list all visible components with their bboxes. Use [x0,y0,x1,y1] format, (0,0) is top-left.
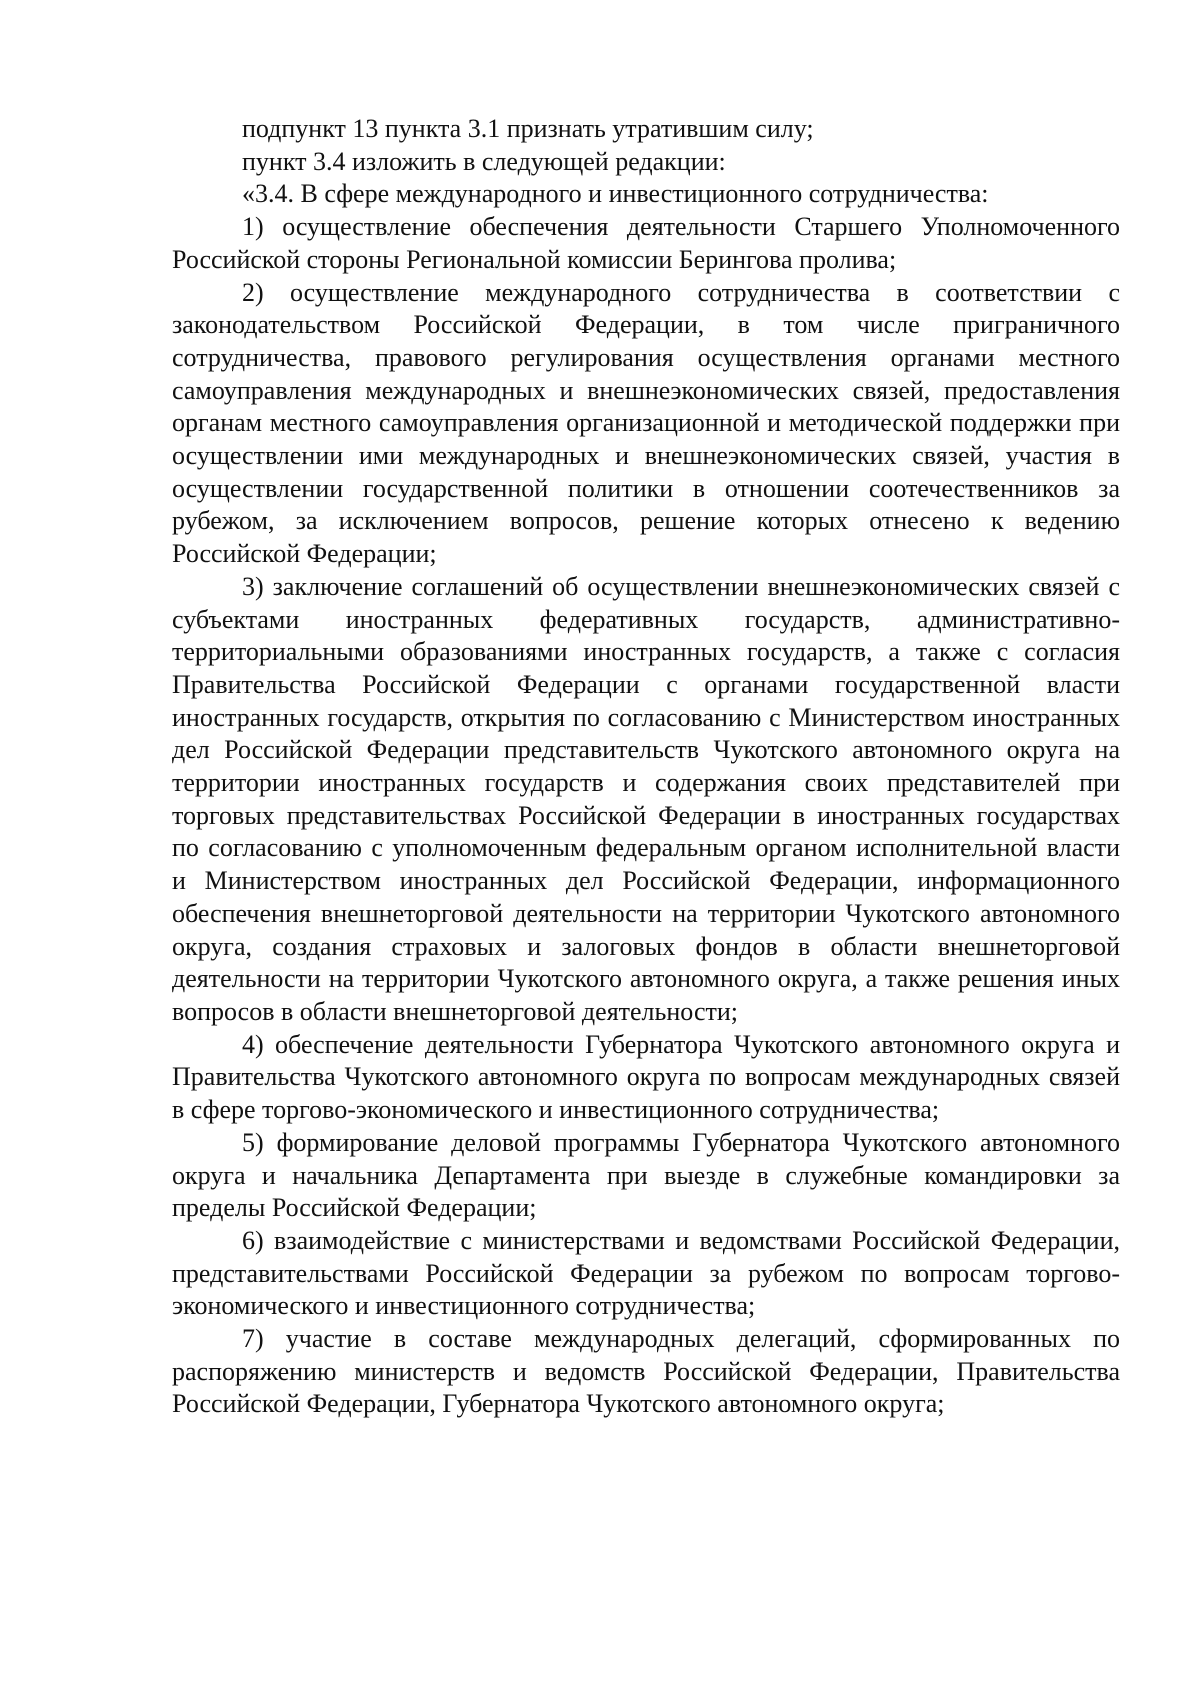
document-page [172,113,1120,1421]
list-item-7: 7) участие в составе международных делегаций, сформированных по распоряжению министерств и ведомств Российской Федерации, Правительства Российской Федерации, Губернатора Чукотского автономного округа; [172,1324,1120,1419]
list-item-5: 5) формирование деловой программы Губернатора Чукотского автономного округа и начальника Департамента при выезде в служебные командировки за пределы Российской Федерации; [172,1127,1120,1223]
list-item-4: 4) обеспечение деятельности Губернатора Чукотского автономного округа и Правительства Чукотского автономного округа по вопросам международных связей в сфере торгово-экономического и инвестиционного сотрудничества; [172,1029,1120,1125]
list-item-6: 6) взаимодействие с министерствами и ведомствами Российской Федерации, представительствами Российской Федерации за рубежом по вопросам торгово-экономического и инвестиционного сотрудничества; [172,1225,1120,1321]
paragraph-section-3-4-heading: «3.4. В сфере международного и инвестиционного сотрудничества: [242,179,989,209]
list-item-1: 1) осуществление обеспечения деятельности Старшего Уполномоченного Российской стороны Региональной комиссии Берингова пролива; [172,212,1120,274]
paragraph-amend-item-3-4: пункт 3.4 изложить в следующей редакции: [242,146,726,176]
list-item-3: 3) заключение соглашений об осуществлении внешнеэкономических связей с субъектами иностранных федеративных государств, административно-территориальными образованиями иностранных государств, а также с согласия Правительства Российской Федерации с органами государственной власти иностранных государств, открытия по согласованию с Министерством иностранных дел Российской Федерации представительств Чукотского автономного округа на территории иностранных государств и содержания своих представителей при торговых представительствах Российской Федерации в иностранных государствах по согласованию с уполномоченным федеральным органом исполнительной власти и Министерством иностранных дел Российской Федерации, информационного обеспечения внешнеторговой деятельности на территории Чукотского автономного округа, создания страховых и залоговых фондов в области внешнеторговой деятельности на территории Чукотского автономного округа, а также решения иных вопросов в области внешнеторговой деятельности; [172,571,1120,1026]
paragraph-repeal-subitem-13: подпункт 13 пункта 3.1 признать утратившим силу; [242,114,814,143]
list-item-2: 2) осуществление международного сотрудничества в соответствии с законодательством Российской Федерации, в том числе приграничного сотрудничества, правового регулирования осуществления органами местного самоуправления международных и внешнеэкономических связей, предоставления органам местного самоуправления организационной и методической поддержки при осуществлении ими международных и внешнеэкономических связей, участия в осуществлении государственной политики в отношении соотечественников за рубежом, за исключением вопросов, решение которых отнесено к ведению Российской Федерации; [172,277,1120,569]
